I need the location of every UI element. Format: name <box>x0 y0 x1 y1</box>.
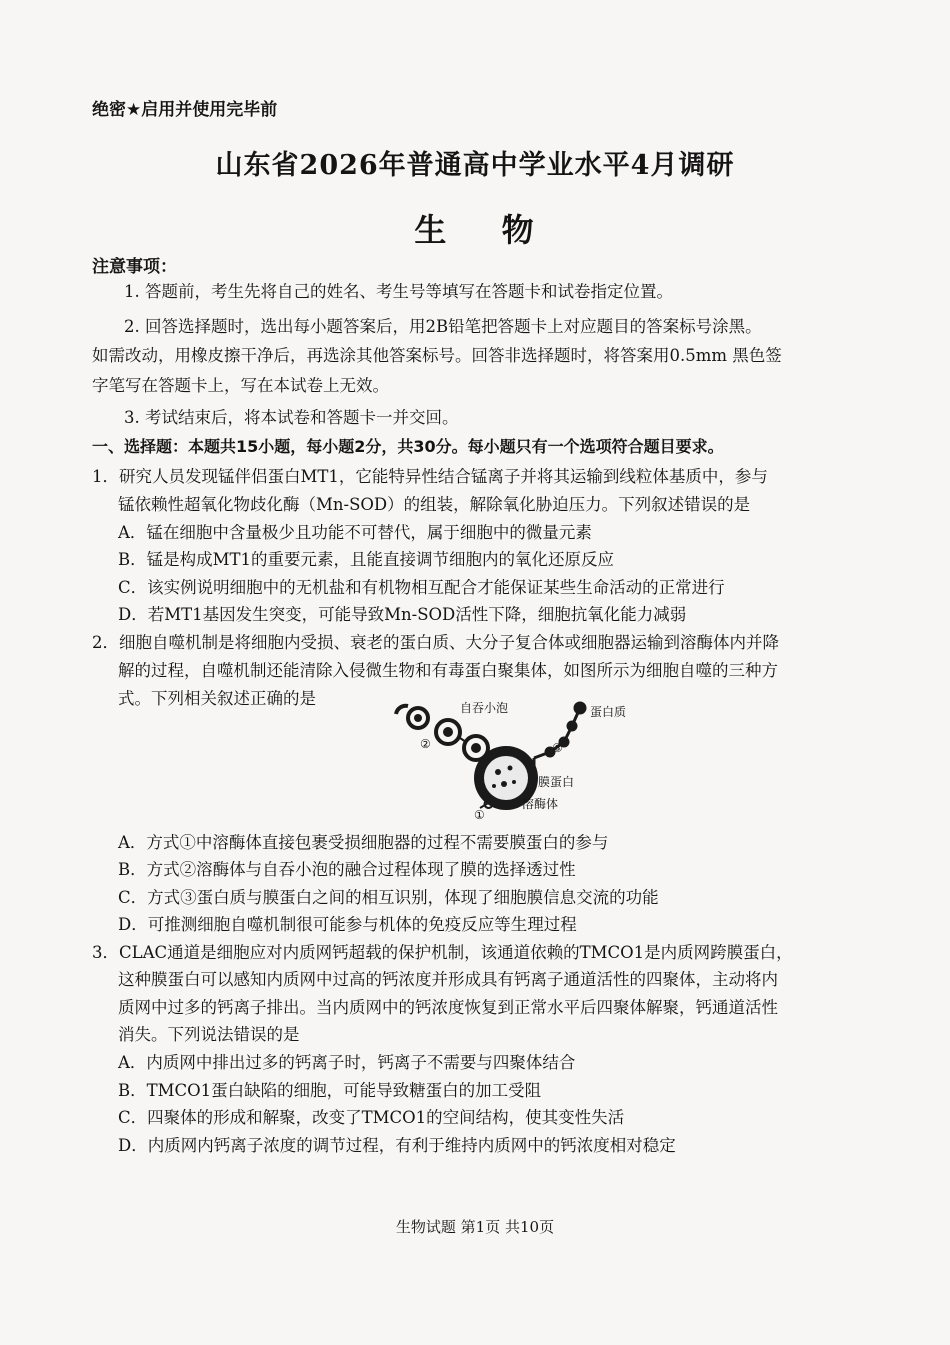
marker-2: ② <box>420 737 431 751</box>
lysosome-lumen <box>484 756 528 800</box>
q2-option-b: B．方式②溶酶体与自吞小泡的融合过程体现了膜的选择透过性 <box>118 860 576 879</box>
label-protein: 蛋白质 <box>590 705 627 719</box>
q1-option-d: D．若MT1基因发生突变，可能导致Mn-SOD活性下降，细胞抗氧化能力减弱 <box>118 605 687 624</box>
notice-line: 如需改动，用橡皮擦干净后，再选涂其他答案标号。回答非选择题时，将答案用0.5mm 黑色签 <box>92 346 782 365</box>
marker-1: ① <box>474 808 485 822</box>
q2-stem-line: 式。下列相关叙述正确的是 <box>118 689 316 708</box>
notice-line: 3. 考试结束后，将本试卷和答题卡一并交回。 <box>124 408 459 427</box>
q2-option-a: A．方式①中溶酶体直接包裹受损细胞器的过程不需要膜蛋白的参与 <box>118 833 609 852</box>
page-footer: 生物试题 第1页 共10页 <box>395 1218 555 1236</box>
q1-option-c: C．该实例说明细胞中的无机盐和有机物相互配合才能保证某些生命活动的正常进行 <box>118 578 725 597</box>
exam-title: 山东省2026年普通高中学业水平4月调研 <box>215 150 735 181</box>
q3-option-d: D．内质网内钙离子浓度的调节过程，有利于维持内质网中的钙浓度相对稳定 <box>118 1136 676 1155</box>
q1-option-a: A．锰在细胞中含量极少且功能不可替代，属于细胞中的微量元素 <box>118 523 592 542</box>
section-heading: 一、选择题：本题共15小题，每小题2分，共30分。每小题只有一个选项符合题目要求。 <box>92 437 724 456</box>
label-lysosome: 溶酶体 <box>522 797 559 811</box>
notice-line: 2. 回答选择题时，选出每小题答案后，用2B铅笔把答题卡上对应题目的答案标号涂黑。 <box>124 317 762 336</box>
q3-stem-line: 质网中过多的钙离子排出。当内质网中的钙浓度恢复到正常水平后四聚体解聚，钙通道活性 <box>118 998 778 1017</box>
q1-option-b: B．锰是构成MT1的重要元素，且能直接调节细胞内的氧化还原反应 <box>118 550 615 569</box>
q2-option-d: D．可推测细胞自噬机制很可能参与机体的免疫反应等生理过程 <box>118 915 577 934</box>
autophagy-diagram <box>388 696 648 826</box>
q3-stem-line: 这种膜蛋白可以感知内质网中过高的钙浓度并形成具有钙离子通道活性的四聚体，主动将内 <box>118 970 778 989</box>
notice-heading: 注意事项： <box>92 257 177 277</box>
q3-stem-line: 消失。下列说法错误的是 <box>118 1025 300 1044</box>
q3-option-c: C．四聚体的形成和解聚，改变了TMCO1的空间结构，使其变性失活 <box>118 1108 625 1127</box>
q2-stem-line: 解的过程，自噬机制还能清除入侵微生物和有毒蛋白聚集体，如图所示为细胞自噬的三种方 <box>118 661 778 680</box>
label-vesicle: 自吞小泡 <box>460 701 509 715</box>
subject-title: 生 物 <box>414 211 556 249</box>
label-membrane-protein: 膜蛋白 <box>538 775 575 789</box>
notice-line: 字笔写在答题卡上，写在本试卷上无效。 <box>92 376 389 395</box>
q2-option-c: C．方式③蛋白质与膜蛋白之间的相互识别，体现了细胞膜信息交流的功能 <box>118 888 659 907</box>
q2-stem-line: 2．细胞自噬机制是将细胞内受损、衰老的蛋白质、大分子复合体或细胞器运输到溶酶体内并降 <box>92 633 779 652</box>
q3-option-b: B．TMCO1蛋白缺陷的细胞，可能导致糖蛋白的加工受阻 <box>118 1081 542 1100</box>
q3-stem-line: 3．CLAC通道是细胞应对内质网钙超载的保护机制，该通道依赖的TMCO1是内质网跨膜蛋白， <box>92 943 793 962</box>
q1-stem-line: 1．研究人员发现锰伴侣蛋白MT1，它能特异性结合锰离子并将其运输到线粒体基质中，参与 <box>92 467 768 486</box>
confidential-notice: 绝密★启用并使用完毕前 <box>92 100 278 120</box>
q3-option-a: A．内质网中排出过多的钙离子时，钙离子不需要与四聚体结合 <box>118 1053 576 1072</box>
marker-3: ③ <box>552 741 563 755</box>
q1-stem-line: 锰依赖性超氧化物歧化酶（Mn-SOD）的组装，解除氧化胁迫压力。下列叙述错误的是 <box>118 495 751 514</box>
notice-line: 1. 答题前，考生先将自己的姓名、考生号等填写在答题卡和试卷指定位置。 <box>124 282 673 301</box>
